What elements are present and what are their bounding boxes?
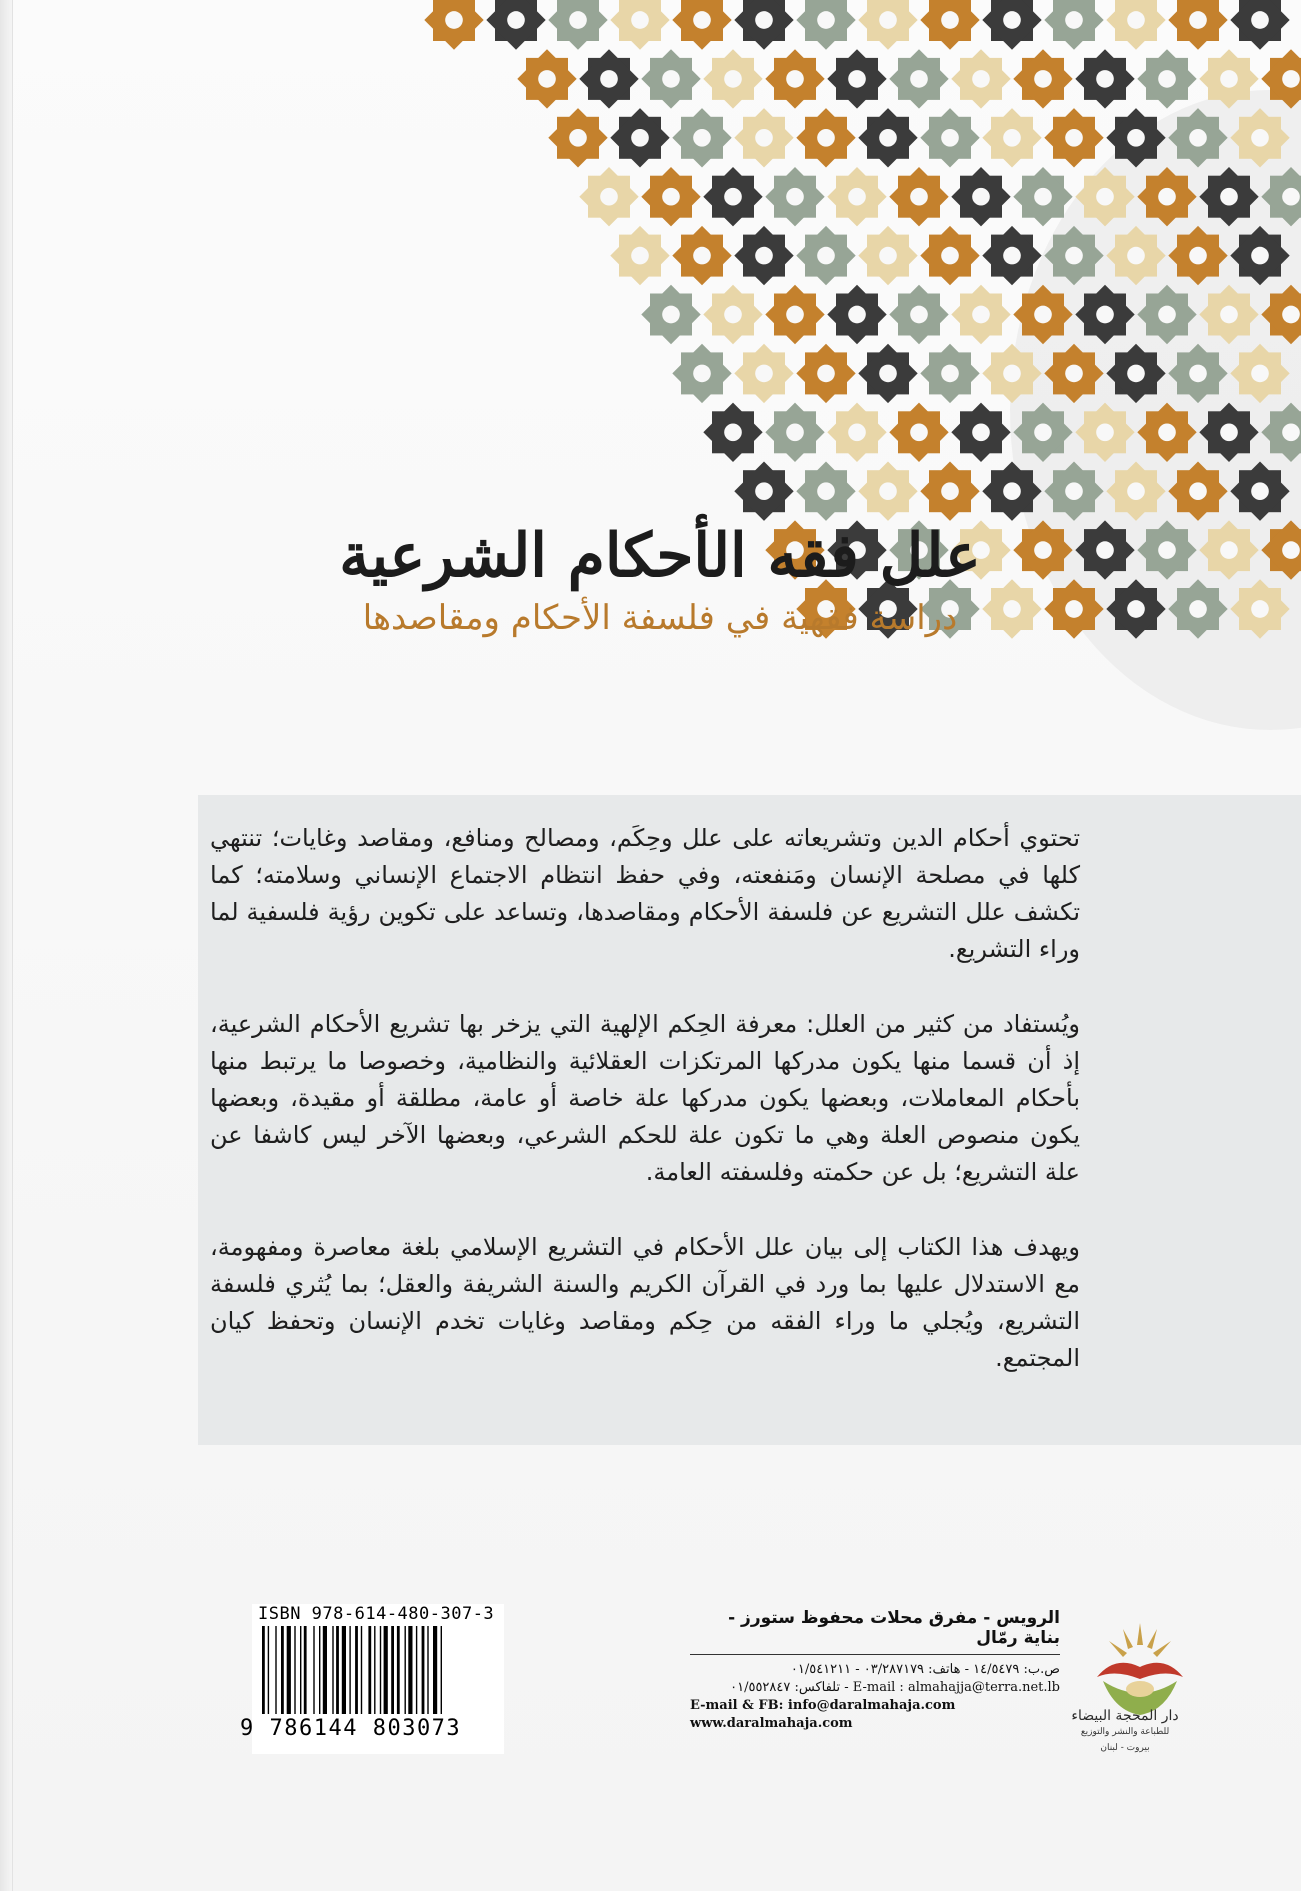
pattern-tile — [858, 0, 917, 50]
pattern-tile — [796, 226, 855, 285]
pattern-tile — [1137, 403, 1196, 462]
pattern-tile — [982, 226, 1041, 285]
pattern-tile — [1168, 579, 1227, 638]
pattern-tile — [951, 167, 1010, 226]
pattern-tile — [920, 344, 979, 403]
barcode-bar — [384, 1626, 388, 1714]
publisher-address: الرويس - مفرق محلات محفوظ ستورز - بناية رمّال — [728, 1608, 1060, 1648]
pattern-tile — [858, 226, 917, 285]
barcode-bar — [422, 1626, 425, 1714]
pattern-tile — [672, 0, 731, 50]
barcode-bar — [304, 1626, 307, 1714]
pattern-tile — [1230, 462, 1289, 521]
pattern-tile — [827, 49, 886, 108]
barcode-bar — [281, 1626, 284, 1714]
pattern-tile — [672, 226, 731, 285]
pattern-tile — [517, 49, 576, 108]
pattern-tile — [703, 285, 762, 344]
book-blurb — [210, 820, 1080, 1415]
barcode-bar — [300, 1626, 301, 1714]
pattern-tile — [1044, 462, 1103, 521]
publisher-email-fb: E-mail & FB: info@daralmahaja.com — [690, 1698, 956, 1713]
pattern-tile — [827, 285, 886, 344]
pattern-tile — [610, 0, 669, 50]
pattern-tile — [765, 49, 824, 108]
barcode-bar — [368, 1626, 371, 1714]
pattern-tile — [1261, 285, 1301, 344]
barcode-bar — [405, 1626, 406, 1714]
pattern-tile — [889, 285, 948, 344]
pattern-tile — [1168, 226, 1227, 285]
barcode-bar — [336, 1626, 339, 1714]
pattern-tile — [1013, 403, 1072, 462]
pattern-tile — [1013, 49, 1072, 108]
barcode-bar — [319, 1626, 320, 1714]
pattern-tile — [1199, 49, 1258, 108]
pattern-tile — [982, 0, 1041, 50]
barcode-bar — [380, 1626, 381, 1714]
pattern-tile — [920, 462, 979, 521]
pattern-tile — [889, 167, 948, 226]
barcode-bar — [433, 1626, 437, 1714]
publisher-logo-name: دار المحجة البيضاء — [1071, 1708, 1179, 1724]
pattern-tile — [734, 226, 793, 285]
pattern-tile — [1168, 344, 1227, 403]
pattern-tile — [1106, 108, 1165, 167]
pattern-tile — [1168, 0, 1227, 50]
pattern-tile — [796, 344, 855, 403]
pattern-tile — [1199, 167, 1258, 226]
blurb-paragraph-3: ويهدف هذا الكتاب إلى بيان علل الأحكام في التشريع الإسلامي بلغة معاصرة ومفهومة، مع الاستدلال عليها بما ورد في القرآن الكريم والسنة الشريفة والعقل؛ بما يُثري فلسفة التشريع، ويُجلي ما وراء الفقه من حِكم ومقاصد وغايات تخدم الإنسان وتحفظ كيان المجتمع. — [210, 1233, 1080, 1372]
pattern-tile — [1106, 462, 1165, 521]
pattern-tile — [1075, 285, 1134, 344]
pattern-tile — [641, 49, 700, 108]
blurb-paragraph-1: تحتوي أحكام الدين وتشريعاته على علل وحِكَم، ومصالح ومنافع، ومقاصد وغايات؛ تنتهي كلها في مصلحة الإنسان ومَنفعته، وفي حفظ انتظام الاجتماع الإنساني وسلامته؛ كما تكشف علل التشريع عن فلسفة الأحكام ومقاصدها، وتساعد على تكوين رؤية فلسفية لما وراء التشريع. — [210, 824, 1080, 963]
pattern-tile — [641, 167, 700, 226]
pattern-tile — [796, 0, 855, 50]
book-title: علل فقه الأحكام الشرعية — [339, 521, 981, 591]
pattern-tile — [1168, 462, 1227, 521]
pattern-tile — [1013, 285, 1072, 344]
barcode-bar — [294, 1626, 295, 1714]
barcode-bar — [268, 1626, 269, 1714]
publisher-logo-city: بيروت - لبنان — [1100, 1743, 1150, 1753]
pattern-tile — [734, 344, 793, 403]
pattern-tile — [734, 0, 793, 50]
barcode-bar — [275, 1626, 276, 1714]
pattern-tile — [765, 285, 824, 344]
publisher-logo-text — [1060, 1708, 1190, 1756]
pattern-tile — [920, 108, 979, 167]
publisher-website: www.daralmahaja.com — [690, 1716, 853, 1731]
pattern-tile — [1013, 520, 1072, 579]
pattern-tile — [1075, 520, 1134, 579]
publisher-phone: ص.ب: ١٤/٥٤٧٩ - هاتف: ٠٣/٢٨٧١٧٩ - ٠١/٥٤١٢١١ — [790, 1662, 1060, 1677]
pattern-tile — [1106, 226, 1165, 285]
pattern-tile — [1075, 167, 1134, 226]
pattern-tile — [889, 49, 948, 108]
pattern-tile — [1106, 579, 1165, 638]
pattern-tile — [796, 108, 855, 167]
pattern-tile — [982, 108, 1041, 167]
pattern-tile — [796, 462, 855, 521]
pattern-tile — [486, 0, 545, 50]
publisher-fax-email: E-mail : almahajja@terra.net.lb - تلفاكس: ٠١/٥٥٢٨٤٧ — [730, 1680, 1060, 1695]
pattern-tile — [1199, 403, 1258, 462]
pattern-tile — [982, 344, 1041, 403]
pattern-tile — [1044, 579, 1103, 638]
pattern-tile — [548, 0, 607, 50]
barcode-bar — [262, 1626, 265, 1714]
title-block — [300, 520, 1020, 639]
pattern-tile — [1230, 226, 1289, 285]
pattern-tile — [1013, 167, 1072, 226]
barcode-bar — [323, 1626, 327, 1714]
pattern-tile — [1137, 167, 1196, 226]
barcode-bar — [361, 1626, 362, 1714]
pattern-tile — [982, 462, 1041, 521]
isbn-label: ISBN 978-614-480-307-3 — [258, 1604, 495, 1624]
pattern-tile — [548, 108, 607, 167]
pattern-tile — [672, 108, 731, 167]
barcode-bar — [342, 1626, 346, 1714]
pattern-tile — [951, 49, 1010, 108]
barcode-digits: 9 786144 803073 — [240, 1716, 462, 1741]
barcode-bar — [332, 1626, 333, 1714]
pattern-tile — [1261, 520, 1301, 579]
barcode-bar — [408, 1626, 412, 1714]
pattern-tile — [1137, 285, 1196, 344]
pattern-tile — [424, 0, 483, 50]
pattern-tile — [579, 167, 638, 226]
pattern-tile — [1044, 344, 1103, 403]
pattern-tile — [889, 403, 948, 462]
pattern-tile — [641, 285, 700, 344]
pattern-tile — [1106, 344, 1165, 403]
barcode-bar — [427, 1626, 428, 1714]
pattern-tile — [1137, 520, 1196, 579]
pattern-tile — [765, 167, 824, 226]
pattern-tile — [1106, 0, 1165, 50]
pattern-tile — [1230, 579, 1289, 638]
pattern-tile — [1075, 403, 1134, 462]
pattern-tile — [827, 167, 886, 226]
blurb-paragraph-2: ويُستفاد من كثير من العلل: معرفة الحِكم الإلهية التي يزخر بها تشريع الأحكام الشرعية، إذ أن قسما منها يكون مدركها المرتكزات العقلائية والنظامية، وخصوصا ما يرتبط منها بأحكام المعاملات، وبعضها يكون مدركها علة خاصة أو عامة، مطلقة أو مقيدة، وبعضها يكون منصوص العلة وهي ما تكون علة للحكم الشرعي، وبعضها الآخر ليس كاشفا عن علة التشريع؛ بل عن حكمته وفلسفته العامة. — [210, 1010, 1080, 1186]
pattern-tile — [610, 226, 669, 285]
pattern-tile — [1044, 226, 1103, 285]
pattern-tile — [1261, 403, 1301, 462]
book-subtitle: دراسة فقهية في فلسفة الأحكام ومقاصدها — [362, 598, 958, 638]
barcode-bar — [416, 1626, 417, 1714]
pattern-tile — [951, 285, 1010, 344]
pattern-tile — [734, 462, 793, 521]
pattern-tile — [920, 0, 979, 50]
barcode-icon — [258, 1626, 498, 1716]
barcode-bar — [349, 1626, 350, 1714]
publisher-logo-tagline: للطباعة والنشر والتوزيع — [1080, 1727, 1170, 1737]
barcode-bar — [397, 1626, 400, 1714]
pattern-tile — [1261, 49, 1301, 108]
barcode-bar — [313, 1626, 314, 1714]
publisher-divider — [690, 1654, 1060, 1655]
pattern-tile — [858, 108, 917, 167]
barcode-bar — [287, 1626, 291, 1714]
pattern-tile — [951, 403, 1010, 462]
pattern-tile — [1199, 285, 1258, 344]
pattern-tile — [1230, 0, 1289, 50]
pattern-tile — [703, 167, 762, 226]
pattern-tile — [1137, 49, 1196, 108]
barcode-bar — [355, 1626, 358, 1714]
pattern-tile — [703, 403, 762, 462]
pattern-tile — [1044, 108, 1103, 167]
pattern-tile — [1044, 0, 1103, 50]
barcode-bar — [391, 1626, 394, 1714]
pattern-tile — [734, 108, 793, 167]
pattern-tile — [920, 226, 979, 285]
pattern-tile — [1230, 108, 1289, 167]
pattern-tile — [1230, 344, 1289, 403]
pattern-tile — [703, 49, 762, 108]
pattern-tile — [827, 403, 886, 462]
pattern-tile — [1075, 49, 1134, 108]
pattern-tile — [1261, 167, 1301, 226]
pattern-tile — [579, 49, 638, 108]
publisher-info — [690, 1608, 1060, 1733]
pattern-tile — [858, 344, 917, 403]
barcode-bar — [374, 1626, 375, 1714]
pattern-tile — [765, 403, 824, 462]
pattern-tile — [672, 344, 731, 403]
pattern-tile — [610, 108, 669, 167]
barcode-bar — [441, 1626, 442, 1714]
pattern-tile — [1168, 108, 1227, 167]
pattern-tile — [858, 462, 917, 521]
pattern-tile — [1199, 520, 1258, 579]
